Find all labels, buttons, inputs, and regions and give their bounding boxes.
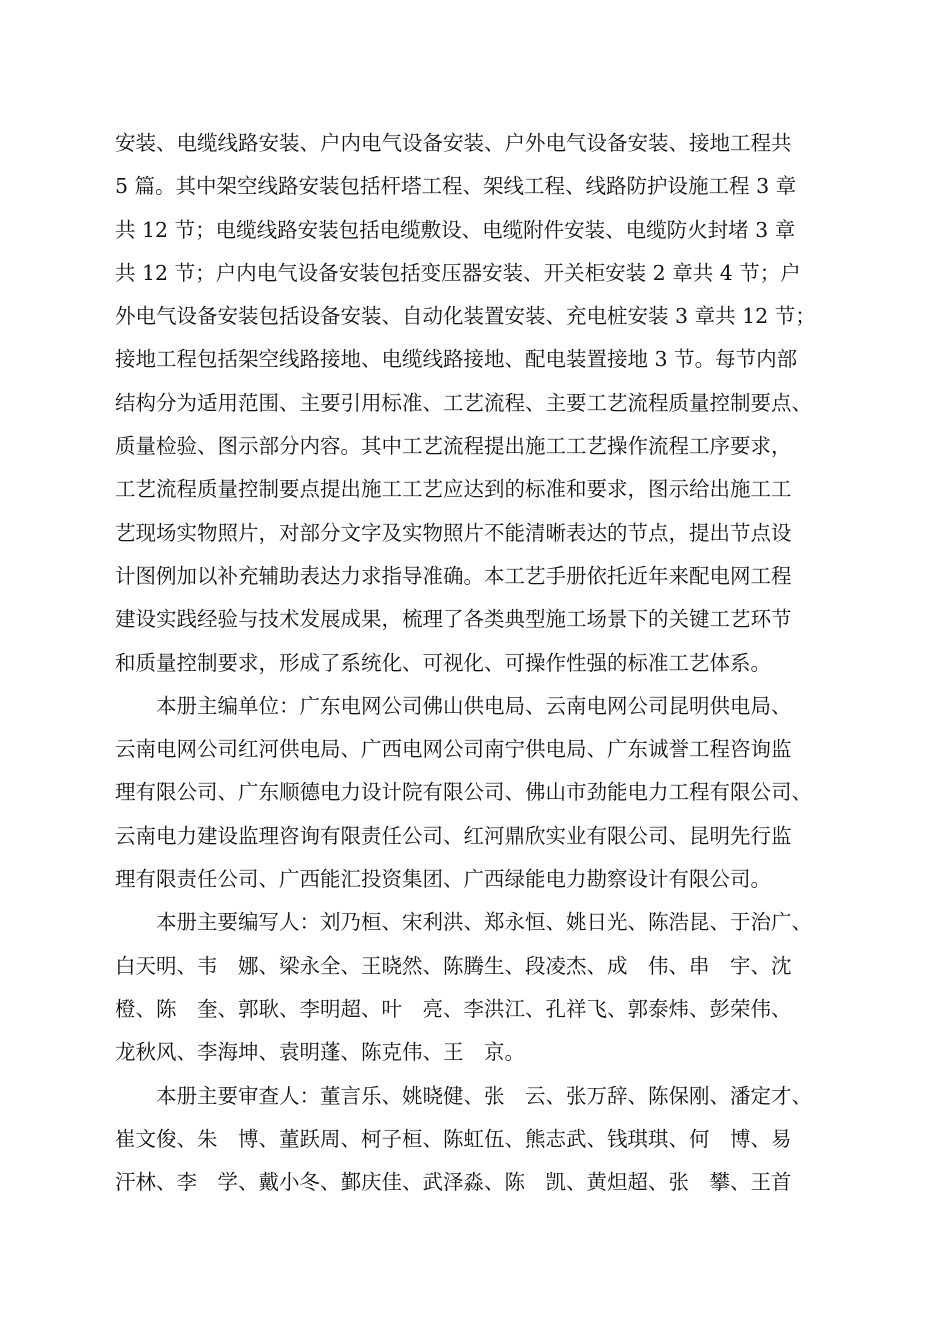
text-line: 外电气设备安装包括设备安装、自动化装置安装、充电桩安装 3 章共 12 节； [115, 304, 816, 329]
text-line: 共 12 节；电缆线路安装包括电缆敷设、电缆附件安装、电缆防火封堵 3 章 [115, 217, 796, 242]
text-line: 理有限责任公司、广西能汇投资集团、广西绿能电力勘察设计有限公司。 [115, 867, 771, 892]
text-line: 橙、陈 奎、郭耿、李明超、叶 亮、李洪江、孔祥飞、郭泰炜、彭荣伟、 [115, 996, 792, 1021]
text-line: 共 12 节；户内电气设备安装包括变压器安装、开关柜安装 2 章共 4 节；户 [115, 260, 801, 285]
text-line: 接地工程包括架空线路接地、电缆线路接地、配电装置接地 3 节。每节内部 [115, 347, 798, 372]
text-line: 崔文俊、朱 博、董跃周、柯子桓、陈虹伍、熊志武、钱琪琪、何 博、易 [115, 1126, 792, 1151]
text-line: 结构分为适用范围、主要引用标准、工艺流程、主要工艺流程质量控制要点、 [115, 390, 812, 415]
text-line: 和质量控制要求，形成了系统化、可视化、可操作性强的标准工艺体系。 [115, 650, 771, 675]
text-line: 云南电网公司红河供电局、广西电网公司南宁供电局、广东诚誉工程咨询监 [115, 737, 792, 762]
text-line: 5 篇。其中架空线路安装包括杆塔工程、架线工程、线路防护设施工程 3 章 [115, 174, 797, 199]
body-text [115, 122, 860, 1204]
text-line: 汗林、李 学、戴小冬、鄞庆佳、武泽淼、陈 凯、黄炟超、张 攀、王首 [115, 1170, 792, 1195]
text-line: 艺现场实物照片，对部分文字及实物照片不能清晰表达的节点，提出节点设 [115, 520, 792, 545]
text-line: 工艺流程质量控制要点提出施工工艺应达到的标准和要求，图示给出施工工 [115, 477, 792, 502]
text-line: 计图例加以补充辅助表达力求指导准确。本工艺手册依托近年来配电网工程 [115, 563, 792, 588]
paragraph-reviewers: 本册主要审查人：董言乐、姚晓健、张 云、张万辞、陈保刚、潘定才、 [115, 1083, 812, 1108]
text-line: 理有限公司、广东顺德电力设计院有限公司、佛山市劲能电力工程有限公司、 [115, 780, 812, 805]
paragraph-writers: 本册主要编写人：刘乃桓、宋利洪、郑永恒、姚日光、陈浩昆、于治广、 [115, 910, 812, 935]
text-line: 云南电力建设监理咨询有限责任公司、红河鼎欣实业有限公司、昆明先行监 [115, 823, 792, 848]
paragraph-editors-units: 本册主编单位：广东电网公司佛山供电局、云南电网公司昆明供电局、 [115, 693, 792, 718]
text-line: 安装、电缆线路安装、户内电气设备安装、户外电气设备安装、接地工程共 [115, 131, 792, 155]
text-line: 白天明、韦 娜、梁永全、王晓然、陈腾生、段凌杰、成 伟、串 宇、沈 [115, 953, 792, 978]
text-line: 龙秋风、李海坤、袁明蓬、陈克伟、王 京。 [115, 1040, 525, 1065]
text-line: 质量检验、图示部分内容。其中工艺流程提出施工工艺操作流程工序要求， [115, 434, 792, 459]
text-line: 建设实践经验与技术发展成果，梳理了各类典型施工场景下的关键工艺环节 [115, 607, 792, 632]
